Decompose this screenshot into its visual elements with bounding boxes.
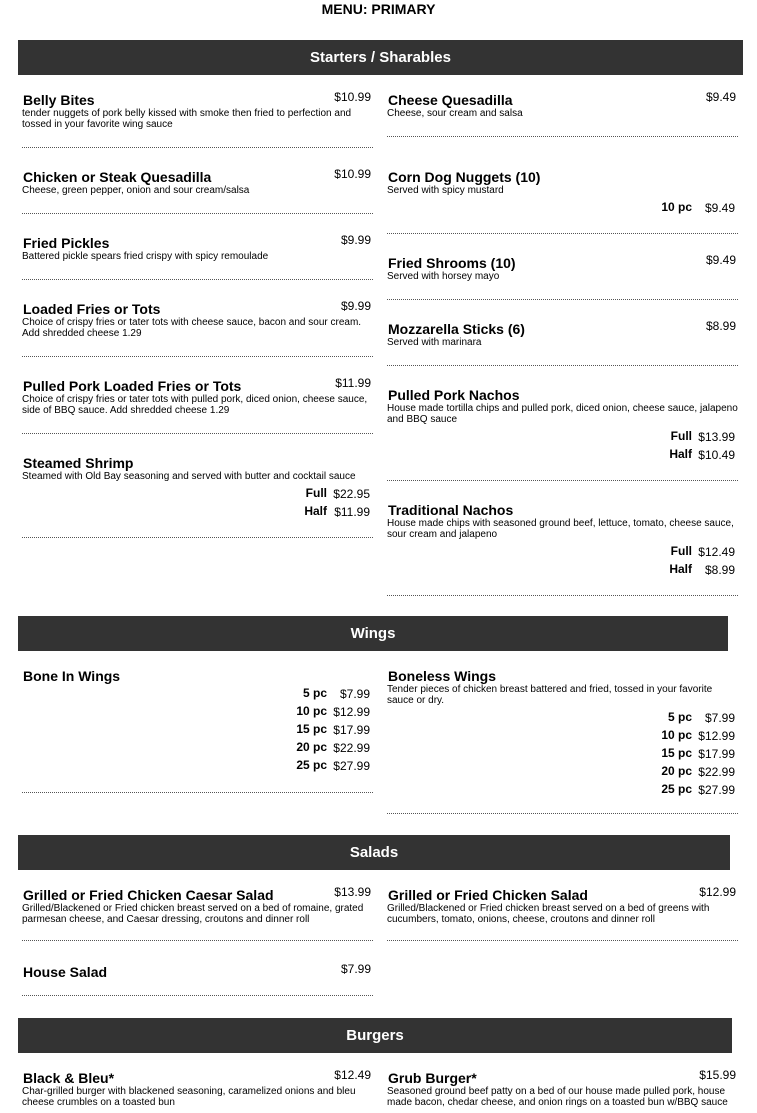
starters-section-header: Starters / Sharables bbox=[18, 40, 743, 75]
item-divider bbox=[22, 433, 373, 434]
option-price: $11.99 bbox=[334, 505, 370, 519]
menu-item-name: Grilled or Fried Chicken Caesar Salad bbox=[23, 887, 274, 903]
menu-item-header bbox=[387, 90, 738, 108]
menu-item-name: Pulled Pork Loaded Fries or Tots bbox=[23, 378, 242, 394]
menu-item-name: Bone In Wings bbox=[23, 668, 121, 684]
option-label: Half bbox=[669, 447, 692, 461]
option-price: $10.49 bbox=[698, 448, 735, 462]
menu-item-header bbox=[387, 167, 738, 185]
item-divider bbox=[22, 147, 373, 148]
option-label: 10 pc bbox=[296, 704, 327, 718]
menu-item-description: tender nuggets of pork belly kissed with smoke then fried to perfection and tossed in your favorite wing sauce bbox=[22, 108, 352, 130]
menu-item-description: House made chips with seasoned ground beef, lettuce, tomato, cheese sauce, sour cream and jalapeno bbox=[387, 518, 734, 540]
price-option bbox=[22, 686, 373, 704]
item-divider bbox=[22, 213, 373, 214]
menu-item-description: Served with marinara bbox=[387, 337, 482, 348]
item-divider bbox=[22, 995, 373, 996]
menu-item-description: Choice of crispy fries or tater tots with pulled pork, diced onion, cheese sauce, side of BBQ sauce. Add shredded cheese 1.29 bbox=[22, 394, 368, 416]
menu-item[interactable] bbox=[387, 666, 738, 800]
option-label: Full bbox=[670, 429, 692, 443]
menu-item-price: $9.49 bbox=[705, 253, 736, 267]
menu-item-description: Cheese, green pepper, onion and sour cream/salsa bbox=[22, 185, 250, 196]
option-label: Full bbox=[305, 486, 327, 500]
menu-item-header bbox=[22, 885, 373, 903]
menu-item[interactable] bbox=[22, 962, 373, 980]
menu-item-description: Cheese, sour cream and salsa bbox=[387, 108, 523, 119]
menu-item[interactable] bbox=[22, 167, 373, 196]
menu-item-name: Fried Shrooms (10) bbox=[388, 255, 516, 271]
item-divider bbox=[22, 537, 373, 538]
price-option bbox=[22, 486, 373, 504]
option-price: $22.99 bbox=[333, 741, 370, 755]
menu-item-description: Tender pieces of chicken breast battered and fried, tossed in your favorite sauce or dry. bbox=[387, 684, 713, 706]
menu-item-header bbox=[22, 453, 373, 471]
price-options bbox=[22, 486, 373, 522]
menu-item-header bbox=[387, 666, 738, 684]
menu-item-price: $15.99 bbox=[699, 1068, 736, 1082]
menu-item-header bbox=[387, 500, 738, 518]
menu-item-name: Corn Dog Nuggets (10) bbox=[388, 169, 541, 185]
menu-item-price: $13.99 bbox=[334, 885, 371, 899]
menu-item-name: Cheese Quesadilla bbox=[388, 92, 513, 108]
option-price: $17.99 bbox=[333, 723, 370, 737]
price-options bbox=[22, 686, 373, 776]
option-label: 20 pc bbox=[661, 764, 692, 778]
menu-item-description: Served with spicy mustard bbox=[387, 185, 504, 196]
option-label: 25 pc bbox=[296, 758, 327, 772]
item-divider bbox=[387, 365, 738, 366]
price-option bbox=[387, 728, 738, 746]
option-price: $22.95 bbox=[333, 487, 370, 501]
menu-item-description: Steamed with Old Bay seasoning and served with butter and cocktail sauce bbox=[22, 471, 356, 482]
menu-item[interactable] bbox=[387, 1068, 738, 1108]
option-price: $8.99 bbox=[704, 563, 735, 577]
menu-item-header bbox=[22, 90, 373, 108]
menu-item-description: Served with horsey mayo bbox=[387, 271, 500, 282]
item-divider bbox=[387, 136, 738, 137]
option-label: 10 pc bbox=[661, 728, 692, 742]
menu-item-header bbox=[387, 253, 738, 271]
option-price: $9.49 bbox=[704, 201, 735, 215]
item-divider bbox=[387, 813, 738, 814]
menu-item-description: Grilled/Blackened or Fried chicken breast served on a bed of greens with cucumbers, tomato, onions, cheese, croutons and dinner roll bbox=[387, 903, 710, 925]
menu-item[interactable] bbox=[22, 376, 373, 416]
price-options bbox=[387, 200, 738, 218]
menu-item-name: Grilled or Fried Chicken Salad bbox=[388, 887, 588, 903]
price-option bbox=[387, 764, 738, 782]
wings-section-header: Wings bbox=[18, 616, 728, 651]
menu-item-price: $12.99 bbox=[699, 885, 736, 899]
menu-item[interactable] bbox=[22, 233, 373, 262]
option-label: 10 pc bbox=[661, 200, 692, 214]
item-divider bbox=[22, 356, 373, 357]
price-option bbox=[387, 447, 738, 465]
menu-item-description: House made tortilla chips and pulled pork, diced onion, cheese sauce, jalapeno and BBQ sauce bbox=[387, 403, 738, 425]
option-price: $13.99 bbox=[698, 430, 735, 444]
option-price: $7.99 bbox=[339, 687, 370, 701]
menu-item-name: Mozzarella Sticks (6) bbox=[388, 321, 525, 337]
menu-item-name: Belly Bites bbox=[23, 92, 95, 108]
menu-item-name: Steamed Shrimp bbox=[23, 455, 134, 471]
menu-item[interactable] bbox=[22, 453, 373, 522]
menu-item-description: Choice of crispy fries or tater tots with cheese sauce, bacon and sour cream. Add shredded cheese 1.29 bbox=[22, 317, 362, 339]
menu-item[interactable] bbox=[22, 666, 373, 776]
menu-item-price: $9.49 bbox=[705, 90, 736, 104]
menu-item[interactable] bbox=[22, 1068, 373, 1108]
menu-item-description: Char-grilled burger with blackened seasoning, caramelized onions and bleu cheese crumbles on a toasted bun bbox=[22, 1086, 356, 1108]
option-price: $17.99 bbox=[698, 747, 735, 761]
item-divider bbox=[22, 792, 373, 793]
option-label: 25 pc bbox=[661, 782, 692, 796]
price-option bbox=[22, 758, 373, 776]
menu-item[interactable] bbox=[387, 885, 738, 925]
option-price: $27.99 bbox=[698, 783, 735, 797]
option-label: 5 pc bbox=[667, 710, 692, 724]
menu-item[interactable] bbox=[387, 90, 738, 119]
item-divider bbox=[387, 595, 738, 596]
menu-item-header bbox=[22, 167, 373, 185]
price-options bbox=[387, 710, 738, 800]
item-divider bbox=[387, 940, 738, 941]
menu-item-header bbox=[22, 1068, 373, 1086]
item-divider bbox=[22, 279, 373, 280]
option-price: $22.99 bbox=[698, 765, 735, 779]
option-label: 15 pc bbox=[296, 722, 327, 736]
menu-item[interactable] bbox=[387, 385, 738, 465]
price-option bbox=[387, 200, 738, 218]
item-divider bbox=[387, 480, 738, 481]
menu-item-price: $8.99 bbox=[705, 319, 736, 333]
menu-item-header bbox=[22, 376, 373, 394]
option-price: $12.99 bbox=[698, 729, 735, 743]
menu-item[interactable] bbox=[22, 299, 373, 339]
menu-item[interactable] bbox=[387, 253, 738, 282]
menu-item-header bbox=[387, 885, 738, 903]
price-option bbox=[22, 722, 373, 740]
menu-item-price: $10.99 bbox=[334, 90, 371, 104]
option-price: $12.49 bbox=[698, 545, 735, 559]
menu-item[interactable] bbox=[22, 90, 373, 130]
price-option bbox=[22, 504, 373, 522]
option-price: $7.99 bbox=[704, 711, 735, 725]
price-option bbox=[387, 562, 738, 580]
menu-item[interactable] bbox=[387, 167, 738, 218]
menu-item[interactable] bbox=[22, 885, 373, 925]
menu-item-name: Grub Burger* bbox=[388, 1070, 477, 1086]
menu-item-description: Battered pickle spears fried crispy with spicy remoulade bbox=[22, 251, 269, 262]
price-option bbox=[22, 704, 373, 722]
menu-item-header bbox=[22, 666, 373, 684]
option-label: Full bbox=[670, 544, 692, 558]
price-option bbox=[387, 782, 738, 800]
menu-item-name: Black & Bleu* bbox=[23, 1070, 115, 1086]
price-options bbox=[387, 429, 738, 465]
menu-item-description: Seasoned ground beef patty on a bed of our house made pulled pork, house made bacon, chedar cheese, and onion rings on a toasted bun w/BBQ sauce bbox=[387, 1086, 728, 1108]
salads-section-header: Salads bbox=[18, 835, 730, 870]
price-option bbox=[387, 746, 738, 764]
menu-item-price: $12.49 bbox=[334, 1068, 371, 1082]
menu-item-header bbox=[387, 385, 738, 403]
option-label: Half bbox=[669, 562, 692, 576]
option-label: Half bbox=[304, 504, 327, 518]
menu-item-header bbox=[387, 319, 738, 337]
menu-item-header bbox=[22, 962, 373, 980]
page-title: MENU: PRIMARY bbox=[321, 1, 436, 17]
option-price: $12.99 bbox=[333, 705, 370, 719]
menu-item-name: House Salad bbox=[23, 964, 108, 980]
menu-item-name: Chicken or Steak Quesadilla bbox=[23, 169, 212, 185]
menu-item-header bbox=[387, 1068, 738, 1086]
menu-item-header bbox=[22, 299, 373, 317]
menu-item-name: Traditional Nachos bbox=[388, 502, 514, 518]
menu-item-name: Pulled Pork Nachos bbox=[388, 387, 520, 403]
price-option bbox=[387, 429, 738, 447]
option-label: 20 pc bbox=[296, 740, 327, 754]
option-price: $27.99 bbox=[333, 759, 370, 773]
item-divider bbox=[22, 940, 373, 941]
menu-item-header bbox=[22, 233, 373, 251]
option-label: 5 pc bbox=[302, 686, 327, 700]
price-option bbox=[22, 740, 373, 758]
menu-item-price: $9.99 bbox=[340, 299, 371, 313]
menu-item-price: $7.99 bbox=[340, 962, 371, 976]
menu-item-name: Loaded Fries or Tots bbox=[23, 301, 161, 317]
menu-item-price: $10.99 bbox=[334, 167, 371, 181]
price-options bbox=[387, 544, 738, 580]
menu-item-name: Fried Pickles bbox=[23, 235, 110, 251]
item-divider bbox=[387, 233, 738, 234]
menu-item-description: Grilled/Blackened or Fried chicken breast served on a bed of romaine, grated parmesan cheese, and Caesar dressing, croutons and dinner roll bbox=[22, 903, 364, 925]
price-option bbox=[387, 710, 738, 728]
burgers-section-header: Burgers bbox=[18, 1018, 732, 1053]
item-divider bbox=[387, 299, 738, 300]
menu-item[interactable] bbox=[387, 319, 738, 348]
menu-item-price: $11.99 bbox=[335, 376, 371, 390]
menu-item-price: $9.99 bbox=[340, 233, 371, 247]
option-label: 15 pc bbox=[661, 746, 692, 760]
menu-item-name: Boneless Wings bbox=[388, 668, 497, 684]
price-option bbox=[387, 544, 738, 562]
menu-item[interactable] bbox=[387, 500, 738, 580]
